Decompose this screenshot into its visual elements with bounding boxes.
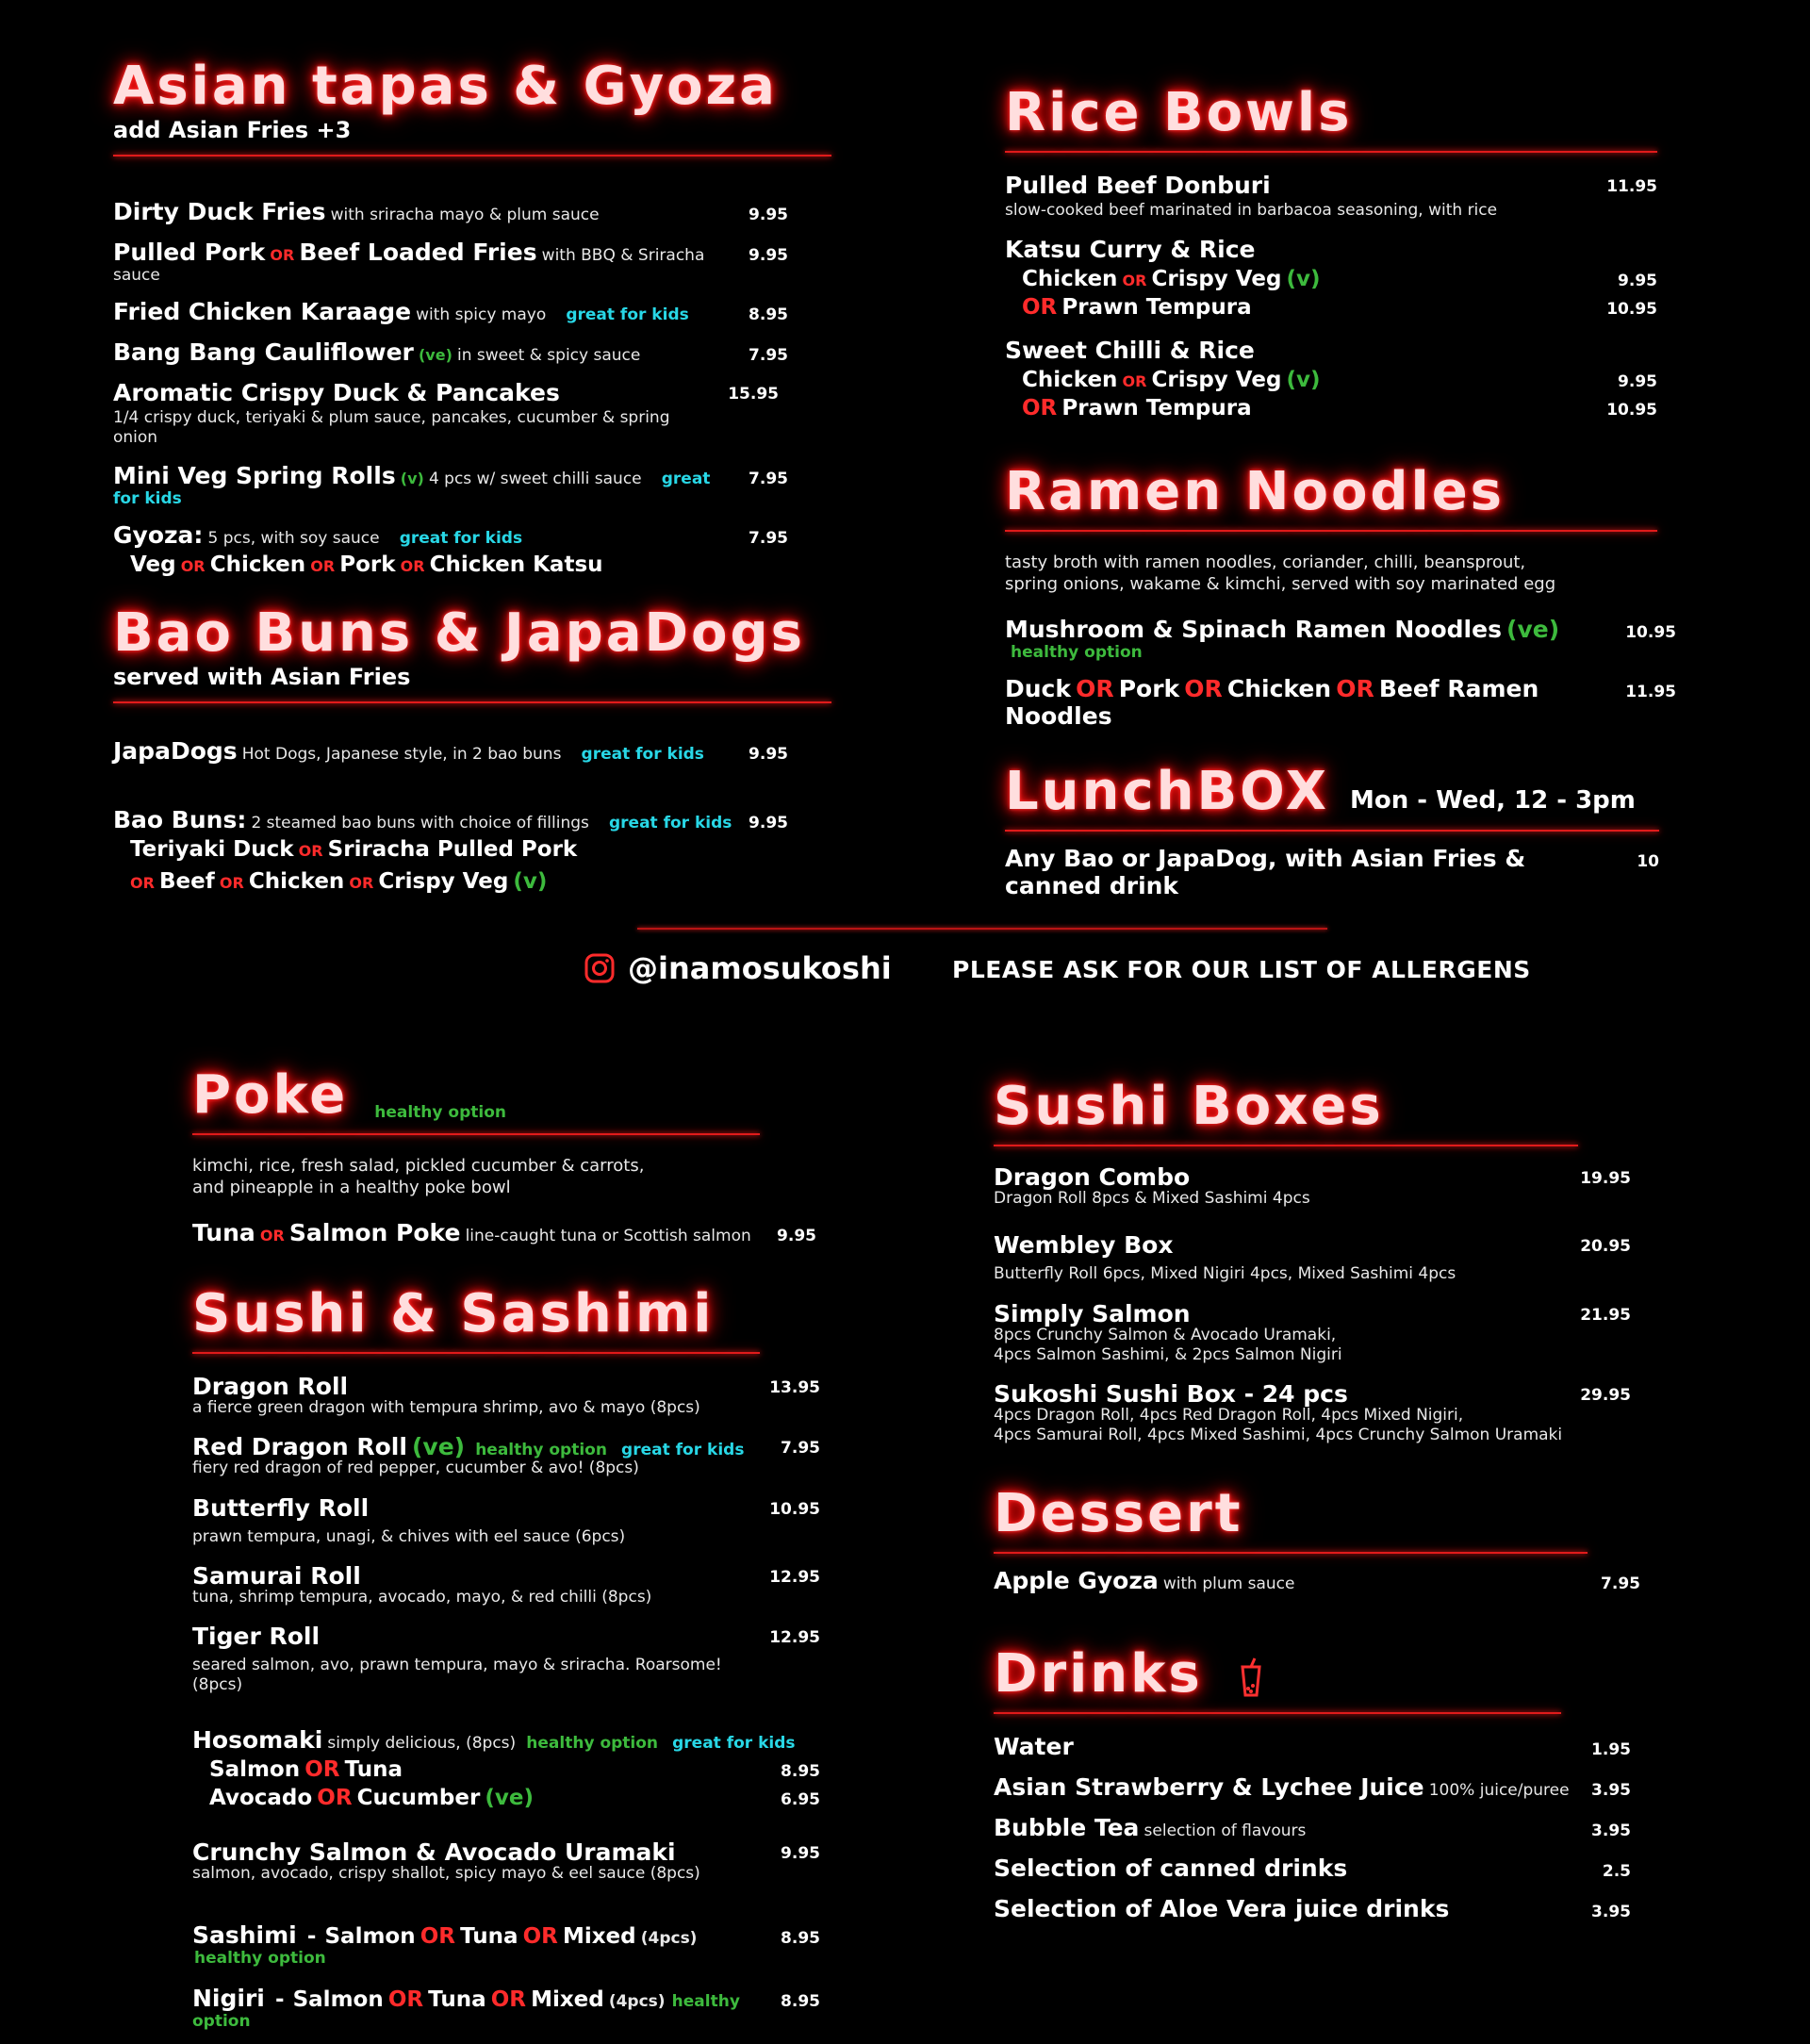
- item-price: 8.95: [781, 1761, 820, 1781]
- or-word: OR: [130, 874, 155, 892]
- item-name: Bubble Tea: [994, 1814, 1140, 1841]
- desc-line: 8pcs Crunchy Salmon & Avocado Uramaki,: [994, 1325, 1337, 1344]
- item-desc: a fierce green dragon with tempura shrimp, avo & mayo (8pcs): [192, 1398, 700, 1417]
- option: Chicken: [209, 552, 306, 577]
- item-price: 13.95: [769, 1378, 820, 1397]
- intro-line: and pineapple in a healthy poke bowl: [192, 1177, 511, 1197]
- tapas-title: Asian tapas & Gyoza: [113, 56, 778, 117]
- menu-item-sashimi: [192, 1921, 820, 1968]
- vegan-tag: (ve): [485, 1785, 535, 1810]
- menu-item-butterfly-roll: [192, 1494, 820, 1547]
- item-price: 9.95: [781, 1843, 820, 1863]
- item-price: 9.95: [1618, 272, 1657, 291]
- sushi-boxes-section: [994, 1076, 1631, 1459]
- or-word: OR: [180, 556, 206, 575]
- healthy-badge: healthy option: [526, 1733, 659, 1753]
- item-pcs: (4pcs): [608, 1991, 666, 2011]
- menu-item-drink: [994, 1854, 1631, 1882]
- menu-item-chicken-karaage: [113, 298, 831, 325]
- item-desc: 2 steamed bao buns with choice of fillings: [251, 814, 589, 832]
- veg-tag: (v): [1286, 267, 1321, 292]
- menu-item-spring-rolls: [113, 462, 831, 508]
- menu-item-dirty-duck-fries: [113, 198, 831, 225]
- option: Sriracha Pulled Pork: [327, 837, 578, 862]
- instagram-link[interactable]: [584, 950, 892, 986]
- dash: -: [274, 1986, 285, 2012]
- item-price: 29.95: [1580, 1386, 1631, 1405]
- item-desc: 1/4 crispy duck, teriyaki & plum sauce, pancakes, cucumber & spring onion: [113, 408, 670, 448]
- healthy-badge: healthy option: [192, 1991, 740, 2031]
- item-desc: simply delicious, (8pcs): [327, 1733, 517, 1753]
- option: Tuna: [460, 1923, 518, 1949]
- option: Salmon: [324, 1923, 416, 1949]
- or-word: OR: [219, 874, 244, 892]
- or-word: OR: [490, 1986, 526, 2012]
- item-price: 9.95: [749, 206, 788, 224]
- bao-subtitle: served with Asian Fries: [113, 664, 411, 690]
- sushi-rule: [192, 1352, 760, 1354]
- option: Chicken Katsu: [429, 552, 603, 577]
- vegan-tag: (ve): [412, 1433, 466, 1461]
- item-name: Simply Salmon: [994, 1299, 1191, 1327]
- desc-line: 4pcs Salmon Sashimi, & 2pcs Salmon Nigiri: [994, 1344, 1342, 1364]
- option: Veg: [130, 552, 176, 577]
- item-name: Samurai Roll: [192, 1561, 361, 1590]
- or-word: OR: [420, 1923, 455, 1949]
- rice-section: [1005, 82, 1657, 421]
- bao-options-line-2: [130, 869, 831, 894]
- or-word: OR: [1022, 396, 1058, 421]
- item-price: 1.95: [1591, 1740, 1631, 1759]
- item-desc: with spicy mayo: [416, 305, 547, 324]
- item-desc: with sriracha mayo & plum sauce: [330, 206, 600, 224]
- option: Tuna: [428, 1986, 486, 2012]
- or-word: OR: [259, 1227, 285, 1245]
- item-desc: with BBQ & Sriracha sauce: [113, 246, 705, 285]
- bao-title: Bao Buns & JapaDogs: [113, 602, 805, 664]
- drinks-list: [994, 1733, 1631, 1922]
- item-desc: tuna, shrimp tempura, avocado, mayo, & red chilli (8pcs): [192, 1587, 652, 1607]
- option: Chicken: [248, 869, 345, 894]
- intro-line: spring onions, wakame & kimchi, served with soy marinated egg: [1005, 573, 1556, 594]
- menu-item-apple-gyoza: [994, 1567, 1640, 1594]
- item-name: Selection of Aloe Vera juice drinks: [994, 1895, 1450, 1922]
- or-word: OR: [270, 246, 295, 264]
- item-price: 3.95: [1591, 1903, 1631, 1921]
- kids-badge: great for kids: [672, 1733, 796, 1753]
- menu-item-hosomaki: [192, 1726, 820, 1810]
- option: Prawn Tempura: [1061, 295, 1252, 321]
- menu-item-katsu-curry: [1005, 236, 1657, 320]
- menu-item-poke: [192, 1219, 816, 1246]
- menu-item-drink: [994, 1814, 1631, 1841]
- menu-item-sweet-chilli: [1005, 337, 1657, 420]
- item-name: Pulled Beef Donburi: [1005, 172, 1271, 199]
- kids-badge: great for kids: [399, 528, 523, 548]
- gyoza-options: [113, 552, 831, 577]
- option-row: [192, 1757, 820, 1782]
- or-word: OR: [522, 1923, 558, 1949]
- item-pcs: (4pcs): [640, 1928, 698, 1948]
- option: Chicken: [1022, 267, 1118, 292]
- kids-badge: great for kids: [609, 814, 732, 832]
- or-word: OR: [1336, 675, 1374, 702]
- item-price: 9.95: [777, 1227, 816, 1245]
- option: Teriyaki Duck: [130, 837, 294, 862]
- item-desc: prawn tempura, unagi, & chives with eel sauce (6pcs): [192, 1526, 626, 1546]
- menu-item-sukoshi-box: [994, 1380, 1631, 1446]
- item-name: Crunchy Salmon & Avocado Uramaki: [192, 1838, 676, 1866]
- or-word: OR: [298, 842, 323, 860]
- item-desc: fiery red dragon of red pepper, cucumber & avo! (8pcs): [192, 1459, 639, 1478]
- item-desc: [994, 1326, 1565, 1366]
- item-price: 8.95: [781, 1991, 820, 2011]
- item-name: Mini Veg Spring Rolls: [113, 461, 396, 489]
- option: Salmon: [209, 1756, 301, 1782]
- dessert-rule: [994, 1552, 1588, 1554]
- item-price: 10.95: [769, 1499, 820, 1519]
- or-word: OR: [317, 1785, 353, 1810]
- tapas-subtitle: add Asian Fries +3: [113, 117, 352, 143]
- item-price: 8.95: [781, 1928, 820, 1948]
- item-desc: 4 pcs w/ sweet chilli sauce: [428, 469, 642, 488]
- or-word: OR: [387, 1986, 424, 2012]
- or-word: OR: [349, 874, 374, 892]
- poke-intro: [192, 1156, 760, 1198]
- item-desc: 5 pcs, with soy sauce: [207, 528, 380, 548]
- menu-item-wembley-box: [994, 1231, 1631, 1284]
- dessert-title: Dessert: [994, 1483, 1243, 1544]
- item-price: 2.5: [1602, 1862, 1631, 1881]
- menu-item-red-dragon-roll: [192, 1433, 820, 1478]
- healthy-badge: healthy option: [374, 1103, 506, 1122]
- vegan-tag: (ve): [418, 346, 452, 364]
- poke-section: [192, 1064, 816, 1260]
- or-word: OR: [1122, 272, 1147, 290]
- tapas-rule: [113, 155, 831, 157]
- option: Avocado: [209, 1785, 313, 1810]
- item-price: 10.95: [1606, 401, 1657, 420]
- item-name: Beef Loaded Fries: [299, 239, 537, 266]
- option-row: [1005, 396, 1657, 420]
- vegan-tag: (ve): [1506, 616, 1560, 643]
- intro-line: tasty broth with ramen noodles, coriander, chilli, beansprout,: [1005, 552, 1526, 572]
- rice-rule: [1005, 151, 1657, 153]
- item-desc: Hot Dogs, Japanese style, in 2 bao buns: [241, 745, 562, 764]
- kids-badge: great for kids: [566, 305, 689, 324]
- item-price: 11.95: [1625, 683, 1676, 701]
- item-price: 20.95: [1580, 1237, 1631, 1257]
- lunchbox-title: LunchBOX: [1005, 761, 1329, 822]
- veg-tag: (v): [400, 469, 424, 487]
- option: Beef: [159, 869, 215, 894]
- veg-tag: (v): [1286, 368, 1321, 393]
- item-price: 7.95: [781, 1439, 820, 1459]
- ramen-intro: [1005, 552, 1657, 595]
- option-row: [1005, 267, 1657, 291]
- item-name: Aromatic Crispy Duck & Pancakes: [113, 379, 560, 406]
- item-name: Dragon Combo: [994, 1163, 1191, 1191]
- or-word: OR: [1022, 295, 1058, 321]
- menu-item-cauliflower: [113, 338, 831, 366]
- item-name: Tuna: [192, 1219, 255, 1246]
- item-price: 12.95: [769, 1567, 820, 1587]
- item-name: Bao Buns:: [113, 806, 247, 833]
- menu-item-samurai-roll: [192, 1562, 820, 1607]
- item-name: Duck: [1005, 675, 1071, 702]
- item-price: 3.95: [1591, 1821, 1631, 1840]
- item-desc: selection of flavours: [1144, 1821, 1307, 1840]
- item-name: Butterfly Roll: [192, 1493, 370, 1522]
- item-name: Water: [994, 1733, 1074, 1760]
- option: Pork: [339, 552, 396, 577]
- menu-item-bao-buns: [113, 806, 831, 833]
- item-desc: Dragon Roll 8pcs & Mixed Sashimi 4pcs: [994, 1189, 1310, 1208]
- sushi-section: [192, 1283, 820, 2044]
- option: Crispy Veg: [1151, 267, 1282, 292]
- item-desc: in sweet & spicy sauce: [456, 346, 641, 365]
- item-name: Sukoshi Sushi Box - 24 pcs: [994, 1380, 1348, 1408]
- instagram-icon: [584, 953, 615, 983]
- item-name: Tiger Roll: [192, 1623, 321, 1650]
- item-price: 7.95: [749, 469, 788, 488]
- item-name: Dragon Roll: [192, 1373, 349, 1400]
- item-name: Pork: [1118, 675, 1180, 702]
- kids-badge: great for kids: [621, 1441, 745, 1460]
- item-name: Hosomaki: [192, 1725, 323, 1754]
- item-price: 9.95: [749, 745, 788, 764]
- poke-heading: [192, 1064, 760, 1126]
- menu-item-nigiri: [192, 1985, 820, 2031]
- menu-item-beef-donburi: [1005, 172, 1657, 221]
- item-price: 9.95: [749, 814, 788, 832]
- sushi-title: Sushi & Sashimi: [192, 1283, 715, 1344]
- option: Mixed: [562, 1923, 636, 1949]
- item-name: Beef Ramen Noodles: [1005, 675, 1539, 730]
- item-name: Bang Bang Cauliflower: [113, 338, 414, 366]
- item-name: Salmon Poke: [288, 1219, 461, 1246]
- item-desc: 100% juice/puree: [1428, 1781, 1570, 1800]
- kids-badge: great for kids: [113, 469, 711, 508]
- menu-item-uramaki: [192, 1838, 820, 1884]
- menu-item-crispy-duck: [113, 379, 831, 449]
- item-price: 21.95: [1580, 1305, 1631, 1325]
- ramen-rule: [1005, 530, 1657, 532]
- menu-item-dragon-combo: [994, 1163, 1631, 1209]
- item-price: 10.95: [1625, 623, 1676, 642]
- item-desc: slow-cooked beef marinated in barbacoa seasoning, with rice: [1005, 201, 1498, 220]
- menu-item-loaded-fries: [113, 239, 831, 285]
- option: Chicken: [1022, 368, 1118, 393]
- dessert-section: [994, 1483, 1640, 1607]
- ramen-section: [1005, 461, 1676, 743]
- menu-item-tiger-roll: [192, 1623, 820, 1696]
- lunchbox-rule: [1005, 830, 1659, 832]
- drinks-section: [994, 1643, 1631, 1936]
- item-price: 8.95: [749, 305, 788, 324]
- center-divider: [637, 928, 1327, 930]
- item-name: JapaDogs: [113, 737, 238, 765]
- item-price: 19.95: [1580, 1169, 1631, 1188]
- bubble-tea-icon: [1239, 1657, 1263, 1697]
- menu-item-simply-salmon: [994, 1300, 1631, 1366]
- or-word: OR: [1184, 675, 1223, 702]
- item-price: 10.95: [1606, 300, 1657, 320]
- menu-item-gyoza: [113, 521, 831, 549]
- poke-rule: [192, 1133, 760, 1135]
- item-name: Gyoza:: [113, 520, 204, 549]
- item-price: 3.95: [1591, 1781, 1631, 1800]
- option: Prawn Tempura: [1061, 396, 1252, 421]
- boxes-rule: [994, 1145, 1578, 1146]
- or-word: OR: [400, 556, 425, 575]
- or-word: OR: [1122, 372, 1147, 391]
- lunchbox-heading: [1005, 761, 1659, 822]
- lunchbox-section: [1005, 761, 1659, 913]
- option: Crispy Veg: [1151, 368, 1282, 393]
- bao-section: [113, 602, 831, 894]
- menu-item-meat-ramen: [1005, 675, 1676, 730]
- drinks-title-row: [994, 1643, 1561, 1705]
- item-name: Apple Gyoza: [994, 1567, 1159, 1594]
- option-row: [192, 1786, 820, 1810]
- item-price: 6.95: [781, 1789, 820, 1809]
- item-name: Any Bao or JapaDog, with Asian Fries & canned drink: [1005, 845, 1526, 899]
- or-word: OR: [1076, 675, 1114, 702]
- item-name: Nigiri: [192, 1984, 265, 2012]
- menu-item-drink: [994, 1733, 1631, 1760]
- ramen-title: Ramen Noodles: [1005, 461, 1506, 522]
- item-name: Katsu Curry & Rice: [1005, 236, 1256, 264]
- item-price: 7.95: [749, 346, 788, 365]
- item-name: Dirty Duck Fries: [113, 198, 326, 225]
- item-name: Wembley Box: [994, 1231, 1174, 1260]
- desc-line: 4pcs Dragon Roll, 4pcs Red Dragon Roll, 4pcs Mixed Nigiri,: [994, 1406, 1464, 1425]
- item-price: 10: [1637, 852, 1659, 871]
- drinks-rule: [994, 1712, 1561, 1714]
- item-name: Pulled Pork: [113, 239, 266, 266]
- option: Salmon: [292, 1986, 384, 2012]
- item-name: Sweet Chilli & Rice: [1005, 337, 1255, 365]
- bao-rule: [113, 701, 831, 703]
- option: Cucumber: [356, 1785, 481, 1810]
- item-name: Chicken: [1226, 675, 1332, 702]
- option-row: [1005, 295, 1657, 320]
- item-price: 15.95: [728, 385, 779, 404]
- tapas-section: [113, 56, 831, 577]
- or-word: OR: [304, 1756, 340, 1782]
- item-name: Asian Strawberry & Lychee Juice: [994, 1773, 1424, 1801]
- item-name: Selection of canned drinks: [994, 1854, 1348, 1882]
- item-price: 7.95: [1601, 1574, 1640, 1593]
- kids-badge: great for kids: [581, 745, 704, 764]
- item-name: Red Dragon Roll: [192, 1433, 407, 1461]
- drinks-title: Drinks: [994, 1643, 1203, 1705]
- boxes-title: Sushi Boxes: [994, 1076, 1384, 1137]
- item-name: Mushroom & Spinach Ramen Noodles: [1005, 616, 1502, 643]
- item-desc: seared salmon, avo, prawn tempura, mayo & sriracha. Roarsome! (8pcs): [192, 1656, 722, 1695]
- desc-line: 4pcs Samurai Roll, 4pcs Mixed Sashimi, 4pcs Crunchy Salmon Uramaki: [994, 1426, 1563, 1445]
- item-price: 9.95: [1618, 372, 1657, 392]
- item-price: 11.95: [1606, 177, 1657, 196]
- or-word: OR: [310, 556, 336, 575]
- poke-title: Poke: [192, 1064, 349, 1126]
- allergens-notice: PLEASE ASK FOR OUR LIST OF ALLERGENS: [952, 956, 1531, 983]
- option-row: [1005, 368, 1657, 392]
- option: Mixed: [531, 1986, 604, 2012]
- item-price: 12.95: [769, 1628, 820, 1647]
- item-desc: with plum sauce: [1162, 1574, 1295, 1593]
- option: Tuna: [344, 1756, 403, 1782]
- menu-item-dragon-roll: [192, 1373, 820, 1418]
- item-price: 7.95: [749, 528, 788, 548]
- menu-item-japadogs: [113, 737, 831, 765]
- item-desc: [994, 1406, 1565, 1446]
- bao-options-line-1: [113, 837, 831, 862]
- menu-item-mushroom-ramen: [1005, 616, 1676, 662]
- item-desc: line-caught tuna or Scottish salmon: [465, 1227, 751, 1245]
- menu-item-drink: [994, 1773, 1631, 1801]
- item-name: Sashimi: [192, 1920, 297, 1949]
- rice-title: Rice Bowls: [1005, 82, 1353, 143]
- lunchbox-hours: Mon - Wed, 12 - 3pm: [1349, 786, 1636, 815]
- item-desc: salmon, avocado, crispy shallot, spicy mayo & eel sauce (8pcs): [192, 1863, 700, 1883]
- item-desc: Butterfly Roll 6pcs, Mixed Nigiri 4pcs, Mixed Sashimi 4pcs: [994, 1264, 1456, 1284]
- healthy-badge: healthy option: [475, 1441, 607, 1460]
- menu-item-drink: [994, 1895, 1631, 1922]
- item-name: Fried Chicken Karaage: [113, 298, 412, 325]
- instagram-handle: @inamosukoshi: [628, 950, 892, 986]
- healthy-badge: healthy option: [194, 1948, 326, 1968]
- healthy-badge: healthy option: [1011, 643, 1143, 662]
- option: Crispy Veg: [378, 869, 509, 894]
- dash: -: [306, 1923, 317, 1949]
- menu-item-lunchbox: [1005, 845, 1659, 899]
- item-price: 9.95: [749, 246, 788, 265]
- intro-line: kimchi, rice, fresh salad, pickled cucumber & carrots,: [192, 1156, 645, 1176]
- veg-tag: (v): [513, 869, 548, 894]
